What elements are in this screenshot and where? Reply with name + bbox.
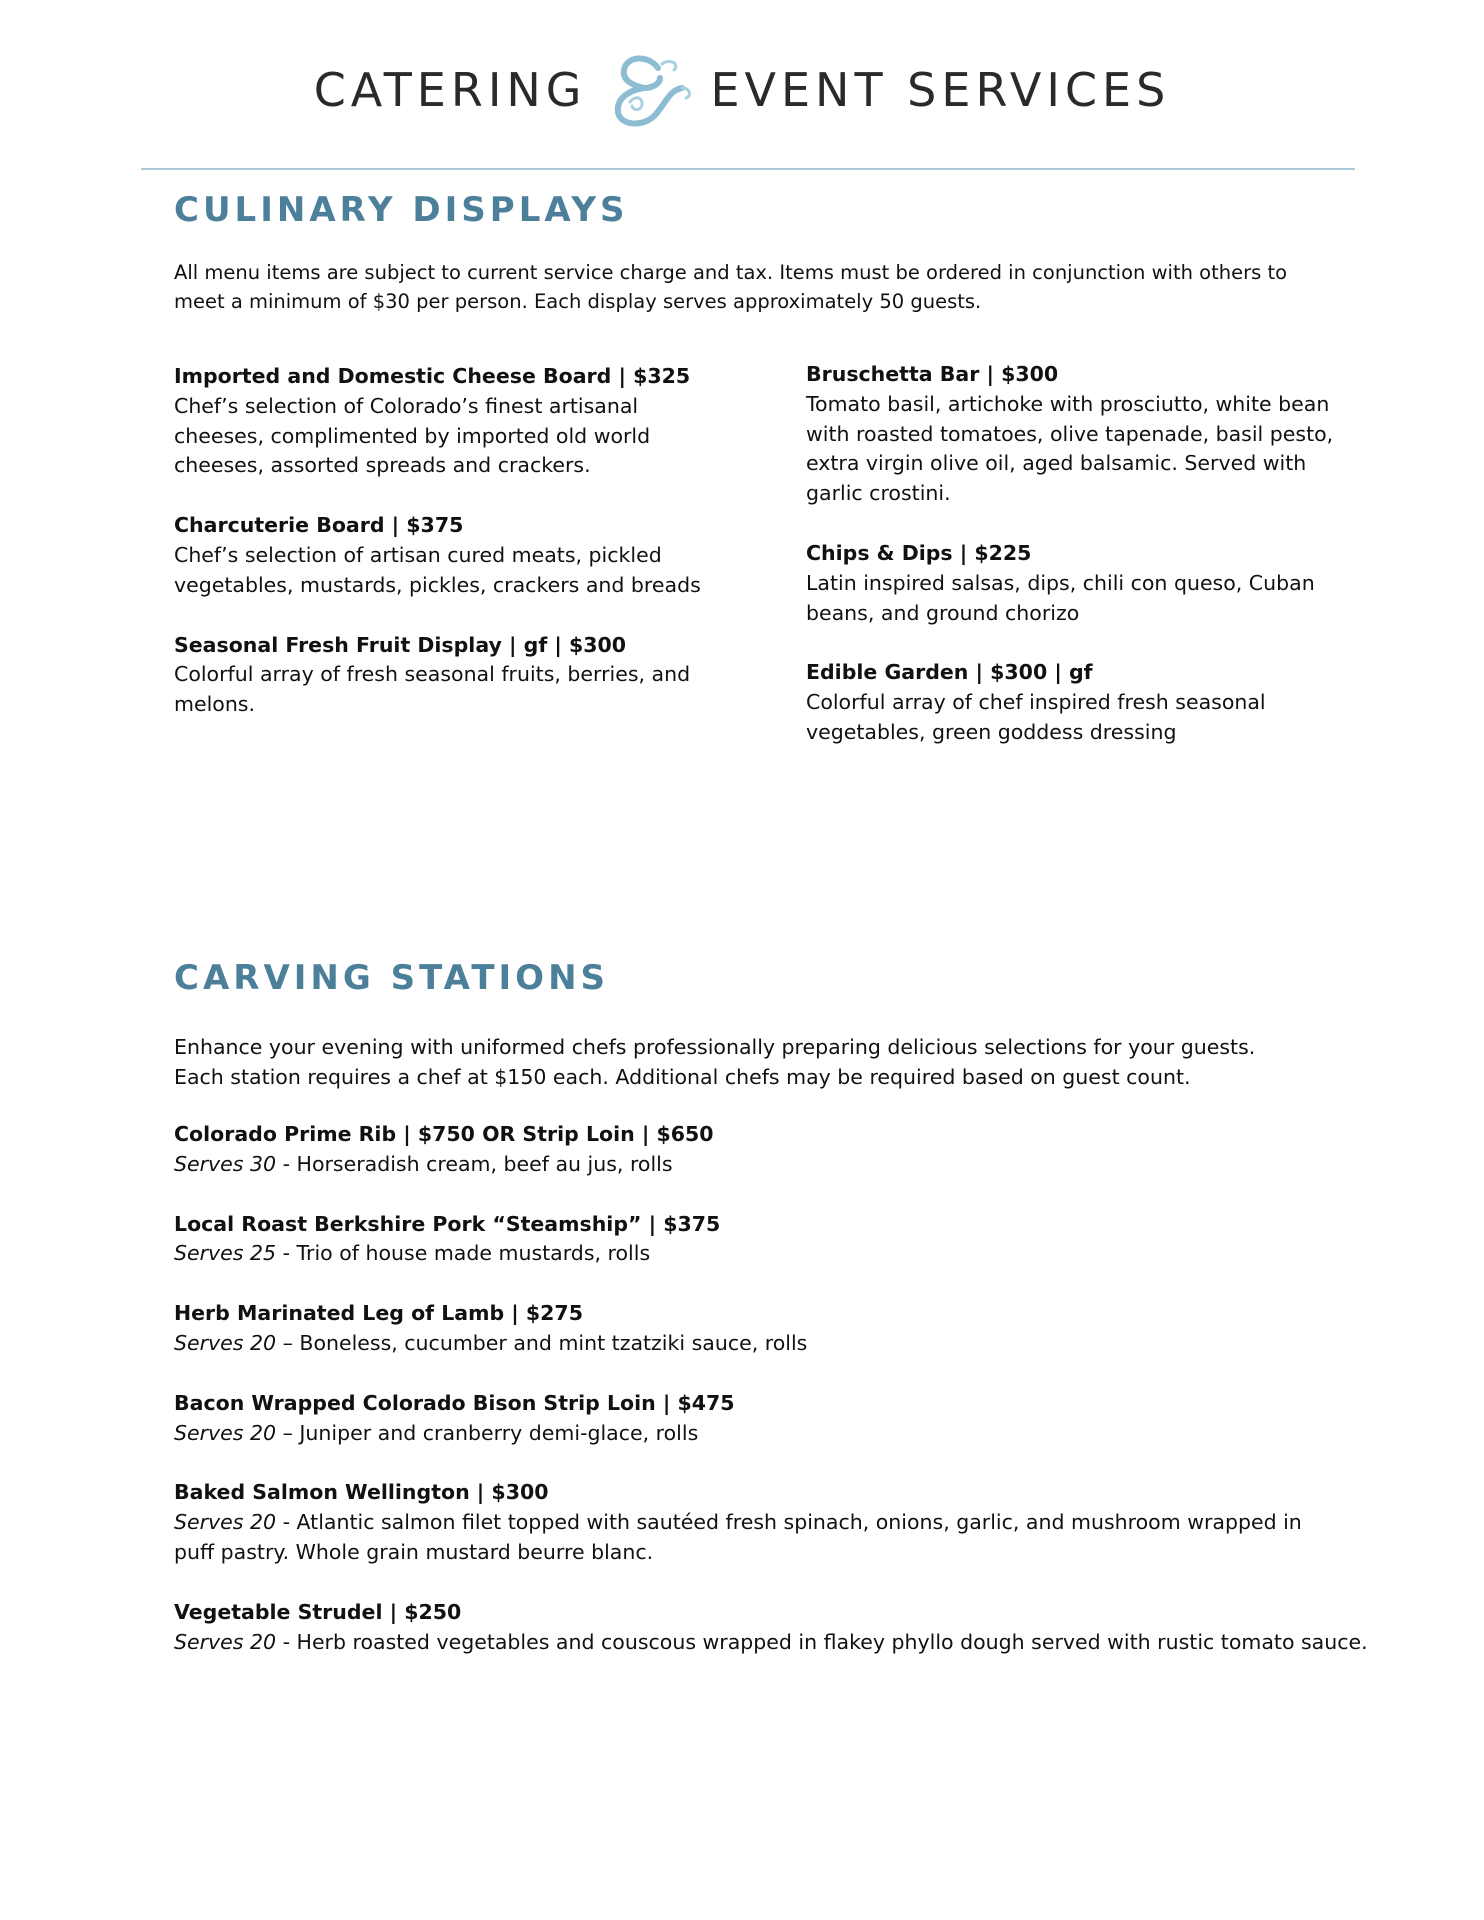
menu-item-fruit-display xyxy=(174,631,714,720)
culinary-intro-line-2: meet a minimum of $30 per person. Each display serves approximately 50 guests. xyxy=(174,290,982,313)
culinary-left-column xyxy=(174,362,714,750)
menu-item-title: Colorado Prime Rib | $750 OR Strip Loin | $650 xyxy=(174,1122,714,1146)
culinary-displays-title: CULINARY DISPLAYS xyxy=(174,190,629,230)
serves-label: Serves 20 xyxy=(174,1330,277,1355)
carving-stations-title: CARVING STATIONS xyxy=(174,958,610,998)
menu-item-title: Charcuterie Board | $375 xyxy=(174,513,464,538)
carving-item-vegetable-strudel xyxy=(174,1598,1368,1658)
menu-item-cheese-board xyxy=(174,362,714,481)
menu-item-description: Latin inspired salsas, dips, chili con queso, Cuban beans, and ground chorizo xyxy=(806,570,1315,625)
carving-intro-line-2: Each station requires a chef at $150 each. Additional chefs may be required based on guest count. xyxy=(174,1064,1191,1089)
carving-item-pork-steamship xyxy=(174,1210,1344,1270)
menu-item-chips-dips xyxy=(806,539,1346,628)
carving-item-bison-strip-loin xyxy=(174,1389,1344,1449)
menu-item-title: Imported and Domestic Cheese Board | $325 xyxy=(174,364,691,388)
menu-item-title: Bruschetta Bar | $300 xyxy=(806,362,1059,386)
menu-item-title: Chips & Dips | $225 xyxy=(806,540,1032,565)
page-header xyxy=(0,50,1484,130)
menu-item-edible-garden xyxy=(806,658,1346,747)
menu-item-bruschetta-bar xyxy=(806,360,1346,509)
menu-item-description: Chef’s selection of Colorado’s finest artisanal cheeses, complimented by imported old world cheeses, assorted spreads and crackers. xyxy=(174,393,651,478)
carving-intro-line-1: Enhance your evening with uniformed chefs professionally preparing delicious selections for your guests. xyxy=(174,1035,1256,1059)
serves-label: Serves 20 xyxy=(174,1420,277,1445)
menu-item-description: - Herb roasted vegetables and couscous wrapped in flakey phyllo dough served with rustic tomato sauce. xyxy=(276,1629,1368,1654)
header-catering-word: CATERING xyxy=(313,63,587,117)
menu-item-description: Tomato basil, artichoke with prosciutto, white bean with roasted tomatoes, olive tapenade, basil pesto, extra virgin olive oil, aged balsamic. Served with garlic crostini. xyxy=(806,391,1334,506)
menu-item-description: - Atlantic salmon filet topped with sautéed fresh spinach, onions, garlic, and mushroom wrapped in puff pastry. Whole grain mustard beurre blanc. xyxy=(174,1510,1302,1564)
serves-label: Serves 30 xyxy=(174,1151,277,1176)
carving-item-leg-of-lamb xyxy=(174,1299,1344,1359)
menu-item-title: Herb Marinated Leg of Lamb | $275 xyxy=(174,1301,583,1326)
menu-item-title: Edible Garden | $300 | gf xyxy=(806,660,1093,685)
menu-item-title: Bacon Wrapped Colorado Bison Strip Loin | $475 xyxy=(174,1390,735,1415)
menu-item-description: – Juniper and cranberry demi-glace, rolls xyxy=(276,1420,699,1445)
header-divider xyxy=(141,168,1355,170)
menu-item-description: – Boneless, cucumber and mint tzatziki sauce, rolls xyxy=(276,1330,808,1355)
serves-label: Serves 20 xyxy=(174,1629,277,1654)
menu-item-description: Chef’s selection of artisan cured meats, pickled vegetables, mustards, pickles, crackers and breads xyxy=(174,542,701,597)
menu-item-description: - Trio of house made mustards, rolls xyxy=(276,1241,651,1266)
serves-label: Serves 20 xyxy=(174,1510,277,1535)
menu-item-description: Colorful array of fresh seasonal fruits, berries, and melons. xyxy=(174,662,691,717)
menu-item-title: Vegetable Strudel | $250 xyxy=(174,1599,462,1624)
header-event-services-word: EVENT SERVICES xyxy=(710,63,1171,117)
serves-label: Serves 25 xyxy=(174,1241,277,1266)
menu-item-title: Baked Salmon Wellington | $300 xyxy=(174,1480,549,1505)
carving-item-salmon-wellington xyxy=(174,1478,1344,1567)
culinary-intro-line-1: All menu items are subject to current service charge and tax. Items must be ordered in conjunction with others to xyxy=(174,261,1288,284)
carving-items-list xyxy=(174,1120,1368,1687)
culinary-intro xyxy=(174,258,1287,316)
menu-item-description: Colorful array of chef inspired fresh seasonal vegetables, green goddess dressing xyxy=(806,690,1266,744)
menu-item-title: Seasonal Fresh Fruit Display | gf | $300 xyxy=(174,632,627,657)
ampersand-swirl-icon xyxy=(600,50,696,130)
carving-intro xyxy=(174,1033,1255,1093)
carving-item-prime-rib xyxy=(174,1120,1344,1180)
menu-item-description: - Horseradish cream, beef au jus, rolls xyxy=(276,1151,673,1176)
menu-item-title: Local Roast Berkshire Pork “Steamship” | $375 xyxy=(174,1211,721,1236)
culinary-right-column xyxy=(806,360,1346,778)
menu-item-charcuterie-board xyxy=(174,511,714,600)
